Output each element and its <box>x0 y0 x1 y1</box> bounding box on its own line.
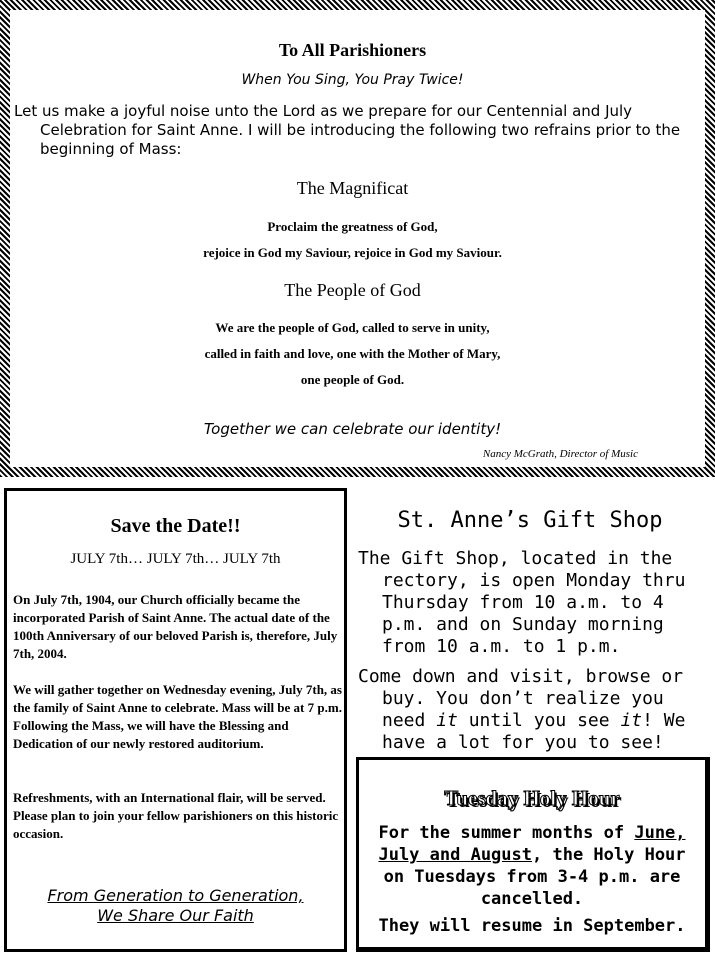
save-the-date-paragraph: On July 7th, 1904, our Church officially became the incorporated Parish of Saint Anne. The actual date of the 100th Anniversary of our beloved Parish is, therefore, July 7th, 2004. <box>13 592 338 661</box>
save-the-date-motto <box>7 886 344 926</box>
notice-title: To All Parishioners <box>278 40 427 60</box>
save-the-date-title: Save the Date!! <box>110 515 241 537</box>
magnificat-title: The Magnificat <box>296 178 409 198</box>
notice-subtitle: When You Sing, You Pray Twice! <box>241 72 464 88</box>
notice-intro: Let us make a joyful noise unto the Lord as we prepare for our Centennial and July Celebration for Saint Anne. I will be introducing the following two refrains prior to the beginning of Mass: <box>14 102 681 158</box>
gift-shop-title: St. Anne’s Gift Shop <box>397 508 663 533</box>
gift-shop-hours: The Gift Shop, located in the rectory, is open Monday thru Thursday from 10 a.m. to 4 p.m. and on Sunday morning from 10 a.m. to 1 p.m. <box>358 548 686 657</box>
holy-hour-title: Tuesday Holy Hour <box>444 786 620 810</box>
holy-hour-resume: They will resume in September. <box>378 916 686 936</box>
magnificat-line: Proclaim the greatness of God, <box>267 219 438 234</box>
holy-hour-box <box>356 757 710 952</box>
gift-shop-invitation: Come down and visit, browse or buy. You don’t realize you need it until you see it! We have a lot for you to see! <box>358 666 686 753</box>
motto-line: We Share Our Faith <box>97 906 254 925</box>
parishioners-notice <box>0 0 715 477</box>
people-of-god-line: We are the people of God, called to serve in unity, <box>215 320 490 335</box>
save-the-date-box <box>4 488 347 952</box>
save-the-date-paragraph: We will gather together on Wednesday evening, July 7th, as the family of Saint Anne to celebrate. Mass will be at 7 p.m. Following the Mass, we will have the Blessing and Dedication of our newly restored auditorium. <box>13 682 342 751</box>
together-tagline: Together we can celebrate our identity! <box>203 420 502 438</box>
people-of-god-line: called in faith and love, one with the Mother of Mary, <box>204 346 501 361</box>
people-of-god-line: one people of God. <box>300 372 405 387</box>
people-of-god-title: The People of God <box>284 280 421 300</box>
magnificat-line: rejoice in God my Saviour, rejoice in God my Saviour. <box>203 245 502 260</box>
motto-line: From Generation to Generation, <box>47 886 304 905</box>
save-the-date-dates: JULY 7th… JULY 7th… JULY 7th <box>70 551 281 567</box>
save-the-date-paragraph: Refreshments, with an International flair, will be served. Please plan to join your fellow parishioners on this historic occasion. <box>13 790 339 841</box>
signature: Nancy McGrath, Director of Music <box>482 448 638 460</box>
holy-hour-notice: For the summer months of June, July and August, the Holy Hour on Tuesdays from 3-4 p.m. are cancelled. <box>378 823 686 909</box>
